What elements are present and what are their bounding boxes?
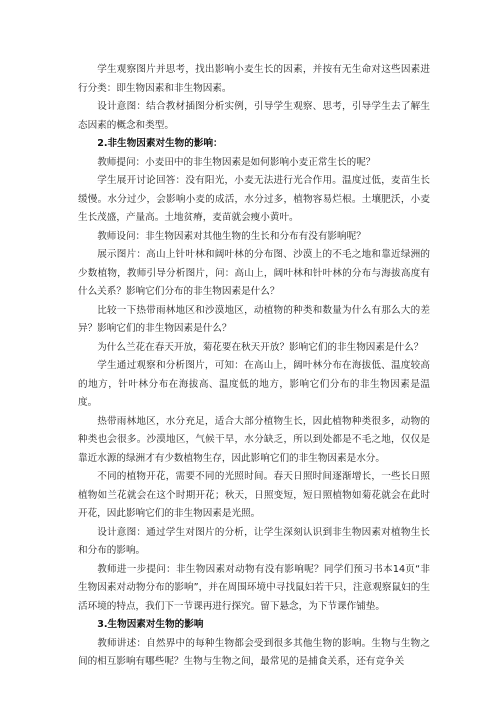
paragraph: 学生展开讨论回答：没有阳光，小麦无法进行光合作用。温度过低，麦苗生长缓慢。水分过少，会影响小麦的成活，水分过多，植物容易烂根。土壤肥沃，小麦生长茂盛，产量高。土地贫瘠，麦苗就会瘦小黄叶。 — [78, 175, 430, 223]
paragraph: 教师设问：非生物因素对其他生物的生长和分布有没有影响呢？ — [97, 230, 366, 242]
paragraph: 学生观察图片并思考，找出影响小麦生长的因素，并按有无生命对这些因素进行分类：即生物因素和非生物因素。 — [78, 64, 430, 94]
paragraph: 设计意图：通过学生对图片的分析，让学生深刻认识到非生物因素对植物生长和分布的影响。 — [78, 526, 430, 556]
paragraph: 教师进一步提问：非生物因素对动物有没有影响呢？同学们预习书本14页“非生物因素对动物分布的影响”，并在周围环境中寻找鼠妇若干只，注意观察鼠妇的生活环境的特点，我们下一节课再进行探究。留下悬念，为下节课作铺垫。 — [78, 563, 430, 612]
paragraph: 不同的植物开花，需要不同的光照时间。春天日照时间逐渐增长，一些长日照植物如兰花就会在这个时期开花；秋天，日照变短，短日照植物如菊花就会在此时开花，因此影响它们的非生物因素是光照。 — [78, 471, 430, 519]
paragraph: 教师讲述：自然界中的每种生物都会受到很多其他生物的影响。生物与生物之间的相互影响有哪些呢？生物与生物之间，最常见的是捕食关系，还有竞争关 — [78, 637, 430, 667]
paragraph: 为什么兰花在春天开放，菊花要在秋天开放？影响它们的非生物因素是什么？ — [97, 341, 424, 353]
paragraph: 学生通过观察和分析图片，可知：在高山上，阔叶林分布在海拔低、温度较高的地方，针叶林分布在海拔高、温度低的地方，影响它们分布的非生物因素是温度。 — [78, 360, 430, 408]
paragraph: 比较一下热带雨林地区和沙漠地区，动植物的种类和数量为什么有那么大的差异？影响它们的非生物因素是什么？ — [78, 304, 430, 334]
paragraph: 展示图片：高山上针叶林和阔叶林的分布图、沙漠上的不毛之地和靠近绿洲的少数植物，教师引导分析图片，问：高山上，阔叶林和针叶林的分布与海拔高度有什么关系？影响它们分布的非生物因素是什么？ — [78, 249, 430, 297]
section-heading: 3.生物因素对生物的影响 — [97, 619, 204, 630]
section-heading: 2.非生物因素对生物的影响： — [97, 138, 223, 149]
paragraph: 设计意图：结合教材插图分析实例，引导学生观察、思考，引导学生去了解生态因素的概念和类型。 — [78, 101, 430, 131]
paragraph: 热带雨林地区，水分充足，适合大部分植物生长，因此植物种类很多，动物的种类也会很多。沙漠地区，气候干旱，水分缺乏，所以到处都是不毛之地，仅仅是靠近水源的绿洲才有少数植物生存，因此影响它们的非生物因素是水分。 — [78, 415, 430, 464]
document-body — [78, 61, 430, 672]
paragraph: 教师提问：小麦田中的非生物因素是如何影响小麦正常生长的呢？ — [97, 156, 376, 168]
